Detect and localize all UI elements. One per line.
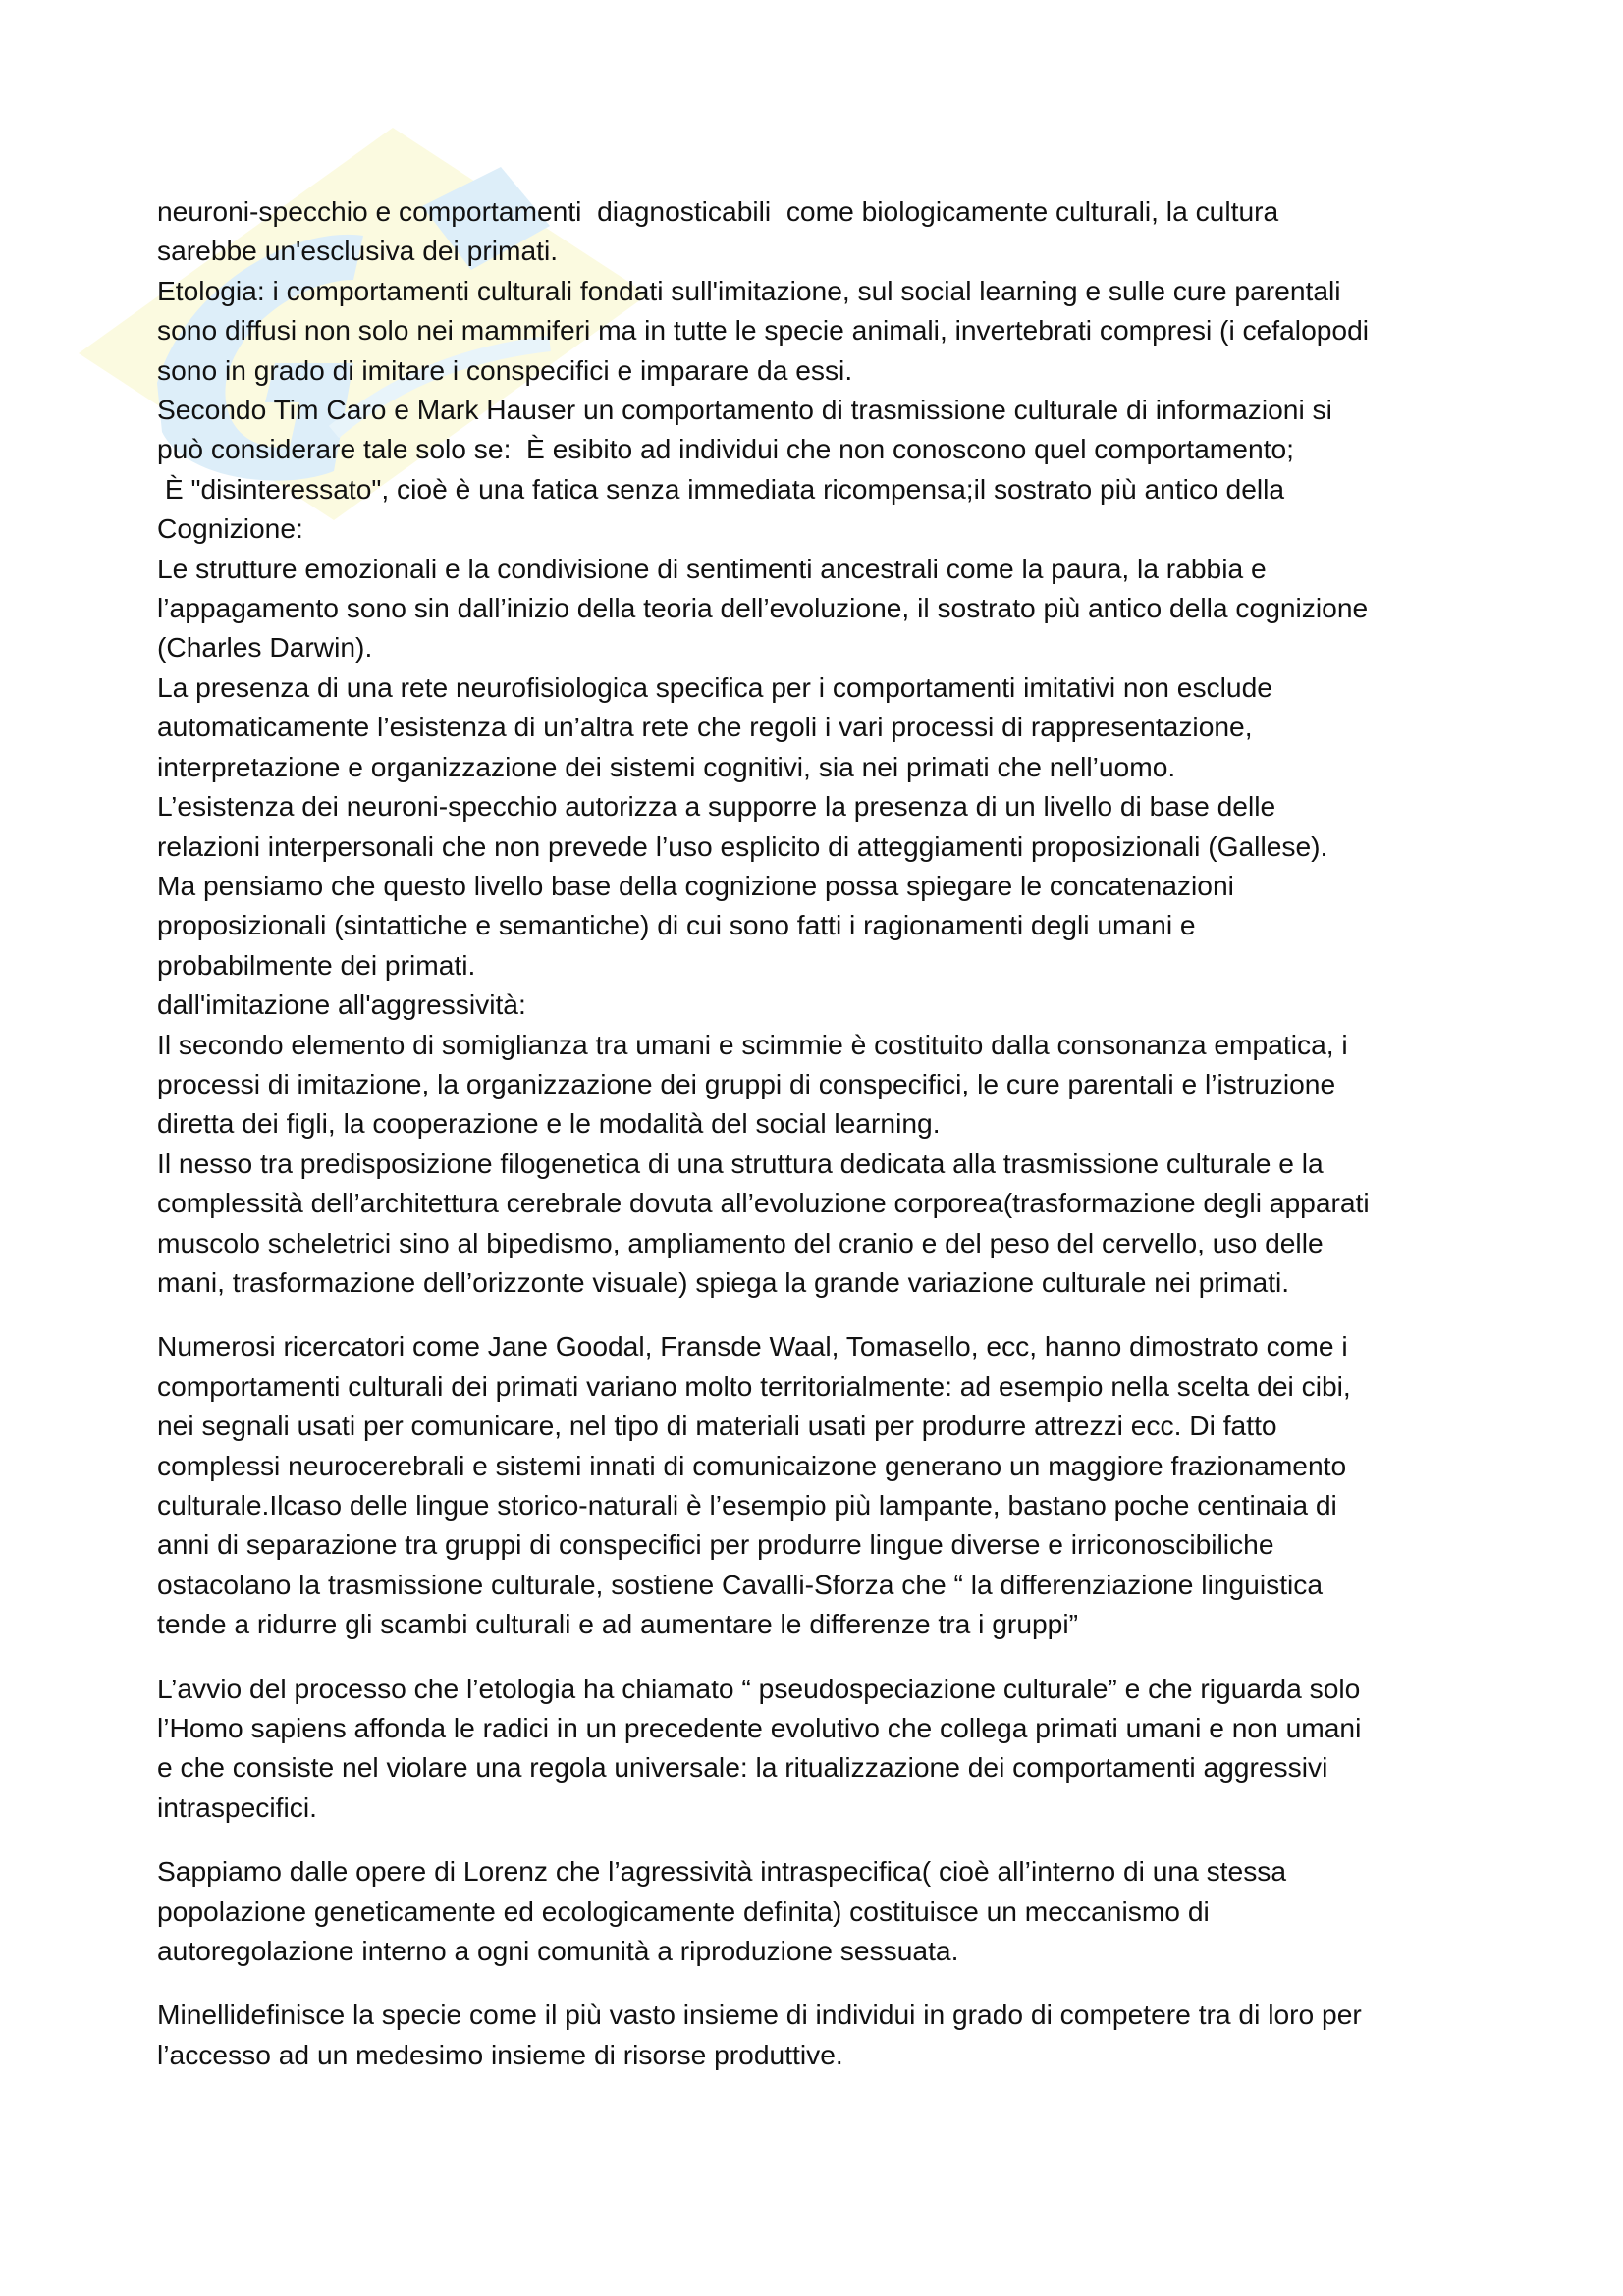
text-line: relazioni interpersonali che non prevede l’uso esplicito di atteggiamenti proposizionali (Gallese). bbox=[157, 829, 1328, 862]
text-line: e che consiste nel violare una regola universale: la ritualizzazione dei comportamenti aggressivi bbox=[157, 1751, 1328, 1784]
text-line: probabilmente dei primati. bbox=[157, 948, 476, 981]
paragraph-block-2 bbox=[157, 1326, 1483, 1643]
text-line: Secondo Tim Caro e Mark Hauser un comportamento di trasmissione culturale di informazioni si bbox=[157, 394, 1332, 426]
document-body bbox=[157, 191, 1483, 2099]
text-line: comportamenti culturali dei primati variano molto territorialmente: ad esempio nella scelta dei cibi, bbox=[157, 1369, 1351, 1402]
text-line: Ma pensiamo che questo livello base della cognizione possa spiegare le concatenazioni bbox=[157, 869, 1234, 901]
paragraph-block-3 bbox=[157, 1669, 1483, 1828]
text-line: Il nesso tra predisposizione filogenetica di una struttura dedicata alla trasmissione culturale e la bbox=[157, 1147, 1324, 1179]
text-line: anni di separazione tra gruppi di conspecifici per produrre lingue diverse e irriconoscibiliche bbox=[157, 1528, 1274, 1561]
text-line: Cognizione: bbox=[157, 512, 303, 545]
text-line: dall'imitazione all'aggressività: bbox=[157, 988, 526, 1021]
text-line: nei segnali usati per comunicare, nel tipo di materiali usati per produrre attrezzi ecc. Di fatto bbox=[157, 1410, 1277, 1442]
text-line: complessi neurocerebrali e sistemi innati di comunicaizone generano un maggiore frazionamento bbox=[157, 1449, 1347, 1481]
text-line: Etologia: i comportamenti culturali fondati sull'imitazione, sul social learning e sulle cure parentali bbox=[157, 274, 1341, 306]
text-line: ostacolano la trasmissione culturale, sostiene Cavalli-Sforza che “ la differenziazione linguistica bbox=[157, 1568, 1324, 1600]
text-line: sono diffusi non solo nei mammiferi ma in tutte le specie animali, invertebrati compresi (i cefalopodi bbox=[157, 314, 1370, 347]
text-line: proposizionali (sintattiche e semantiche) di cui sono fatti i ragionamenti degli umani e bbox=[157, 909, 1196, 941]
text-line: interpretazione e organizzazione dei sistemi cognitivi, sia nei primati che nell’uomo. bbox=[157, 750, 1176, 782]
paragraph-block-5 bbox=[157, 1995, 1483, 2074]
text-line: intraspecifici. bbox=[157, 1790, 317, 1823]
text-line: complessità dell’architettura cerebrale dovuta all’evoluzione corporea(trasformazione degli apparati bbox=[157, 1187, 1370, 1219]
text-line: sono in grado di imitare i conspecifici e imparare da essi. bbox=[157, 353, 853, 386]
text-line: tende a ridurre gli scambi culturali e ad aumentare le differenze tra i gruppi” bbox=[157, 1608, 1078, 1640]
text-line: L’avvio del processo che l’etologia ha chiamato “ pseudospeciazione culturale” e che riguarda solo bbox=[157, 1672, 1361, 1704]
text-line: Le strutture emozionali e la condivisione di sentimenti ancestrali come la paura, la rabbia e bbox=[157, 552, 1267, 584]
text-line: diretta dei figli, la cooperazione e le modalità del social learning. bbox=[157, 1107, 941, 1140]
text-line: autoregolazione interno a ogni comunità a riproduzione sessuata. bbox=[157, 1935, 959, 1967]
text-line: È "disinteressato", cioè è una fatica senza immediata ricompensa;il sostrato più antico della bbox=[157, 472, 1285, 505]
text-line: (Charles Darwin). bbox=[157, 631, 373, 664]
paragraph-block-1 bbox=[157, 191, 1483, 1302]
text-line: Il secondo elemento di somiglianza tra umani e scimmie è costituito dalla consonanza empatica, i bbox=[157, 1028, 1348, 1060]
text-line: culturale.Ilcaso delle lingue storico-naturali è l’esempio più lampante, bastano poche centinaia di bbox=[157, 1489, 1337, 1521]
text-line: sarebbe un'esclusiva dei primati. bbox=[157, 235, 559, 267]
paragraph-block-4 bbox=[157, 1851, 1483, 1970]
text-line: L’esistenza dei neuroni-specchio autorizza a supporre la presenza di un livello di base delle bbox=[157, 790, 1276, 823]
text-line: può considerare tale solo se: È esibito ad individui che non conoscono quel comportamento; bbox=[157, 433, 1294, 465]
text-line: muscolo scheletrici sino al bipedismo, ampliamento del cranio e del peso del cervello, uso delle bbox=[157, 1226, 1324, 1258]
text-line: mani, trasformazione dell’orizzonte visuale) spiega la grande variazione culturale nei primati. bbox=[157, 1265, 1290, 1298]
text-line: popolazione geneticamente ed ecologicamente definita) costituisce un meccanismo di bbox=[157, 1895, 1210, 1927]
text-line: neuroni-specchio e comportamenti diagnosticabili come biologicamente culturali, la cultura bbox=[157, 195, 1279, 227]
text-line: Sappiamo dalle opere di Lorenz che l’agressività intraspecifica( cioè all’interno di una stessa bbox=[157, 1855, 1287, 1888]
text-line: l’appagamento sono sin dall’inizio della teoria dell’evoluzione, il sostrato più antico della cognizione bbox=[157, 592, 1369, 624]
text-line: La presenza di una rete neurofisiologica specifica per i comportamenti imitativi non esclude bbox=[157, 670, 1272, 703]
text-line: Numerosi ricercatori come Jane Goodal, Fransde Waal, Tomasello, ecc, hanno dimostrato come i bbox=[157, 1330, 1348, 1362]
text-line: automaticamente l’esistenza di un’altra rete che regoli i vari processi di rappresentazione, bbox=[157, 711, 1253, 743]
text-line: l’Homo sapiens affonda le radici in un precedente evolutivo che collega primati umani e non umani bbox=[157, 1712, 1362, 1744]
text-line: Minellidefinisce la specie come il più vasto insieme di individui in grado di competere tra di loro per bbox=[157, 1999, 1362, 2031]
text-line: processi di imitazione, la organizzazione dei gruppi di conspecifici, le cure parentali e l’istruzione bbox=[157, 1067, 1336, 1099]
text-line: l’accesso ad un medesimo insieme di risorse produttive. bbox=[157, 2038, 843, 2070]
